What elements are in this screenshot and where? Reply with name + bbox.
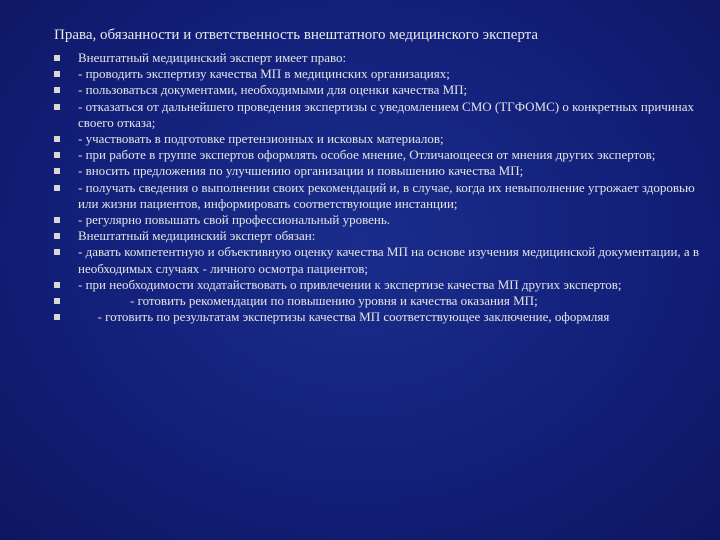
- list-item: [54, 180, 704, 212]
- square-bullet-icon: [54, 168, 60, 174]
- list-item: [54, 244, 704, 276]
- slide-title: Права, обязанности и ответственность внештатного медицинского эксперта: [54, 27, 539, 43]
- list-item-text: - при работе в группе экспертов оформлять особое мнение, Отличающееся от мнения других экспертов;: [78, 147, 656, 163]
- square-bullet-icon: [54, 233, 60, 239]
- list-item-text: - готовить по результатам экспертизы качества МП соответствующее заключение, оформляя: [78, 309, 610, 325]
- list-item: [54, 82, 704, 98]
- list-item: [54, 163, 704, 179]
- list-item: [54, 147, 704, 163]
- list-item-text: - проводить экспертизу качества МП в медицинских организациях;: [78, 66, 450, 82]
- list-item: [54, 99, 704, 131]
- square-bullet-icon: [54, 104, 60, 110]
- square-bullet-icon: [54, 152, 60, 158]
- list-item-text: Внештатный медицинский эксперт обязан:: [78, 228, 316, 244]
- square-bullet-icon: [54, 282, 60, 288]
- list-item-text: - пользоваться документами, необходимыми для оценки качества МП;: [78, 82, 468, 98]
- list-item-text: - при необходимости ходатайствовать о привлечении к экспертизе качества МП других экспертов;: [78, 276, 622, 292]
- list-item-text: - готовить рекомендации по повышению уровня и качества оказания МП;: [78, 293, 538, 309]
- list-item: [54, 228, 704, 244]
- square-bullet-icon: [54, 71, 60, 77]
- list-item-text: - регулярно повышать свой профессиональный уровень.: [78, 212, 391, 228]
- list-item: [54, 293, 704, 309]
- list-item-text: - отказаться от дальнейшего проведения экспертизы с уведомлением СМО (ТГФОМС) о конкретных причинах своего отказа;: [78, 98, 695, 130]
- square-bullet-icon: [54, 217, 60, 223]
- list-item: [54, 212, 704, 228]
- square-bullet-icon: [54, 298, 60, 304]
- square-bullet-icon: [54, 314, 60, 320]
- list-item: [54, 277, 704, 293]
- square-bullet-icon: [54, 55, 60, 61]
- list-item: [54, 309, 704, 325]
- square-bullet-icon: [54, 136, 60, 142]
- list-item-text: - вносить предложения по улучшению организации и повышению качества МП;: [78, 163, 524, 179]
- square-bullet-icon: [54, 249, 60, 255]
- list-item: [54, 66, 704, 82]
- list-item-text: - давать компетентную и объективную оценку качества МП на основе изучения медицинской документации, а в необходимых случаях - личного осмотра пациентов;: [78, 244, 700, 276]
- square-bullet-icon: [54, 87, 60, 93]
- list-item-text: - получать сведения о выполнении своих рекомендаций и, в случае, когда их невыполнение угрожает здоровью или жизни пациентов, информировать соответствующие инстанции;: [78, 179, 695, 211]
- bullet-list: [54, 50, 704, 325]
- list-item: [54, 50, 704, 66]
- list-item-text: Внештатный медицинский эксперт имеет право:: [78, 50, 347, 65]
- list-item: [54, 131, 704, 147]
- square-bullet-icon: [54, 185, 60, 191]
- list-item-text: - участвовать в подготовке претензионных и исковых материалов;: [78, 131, 444, 147]
